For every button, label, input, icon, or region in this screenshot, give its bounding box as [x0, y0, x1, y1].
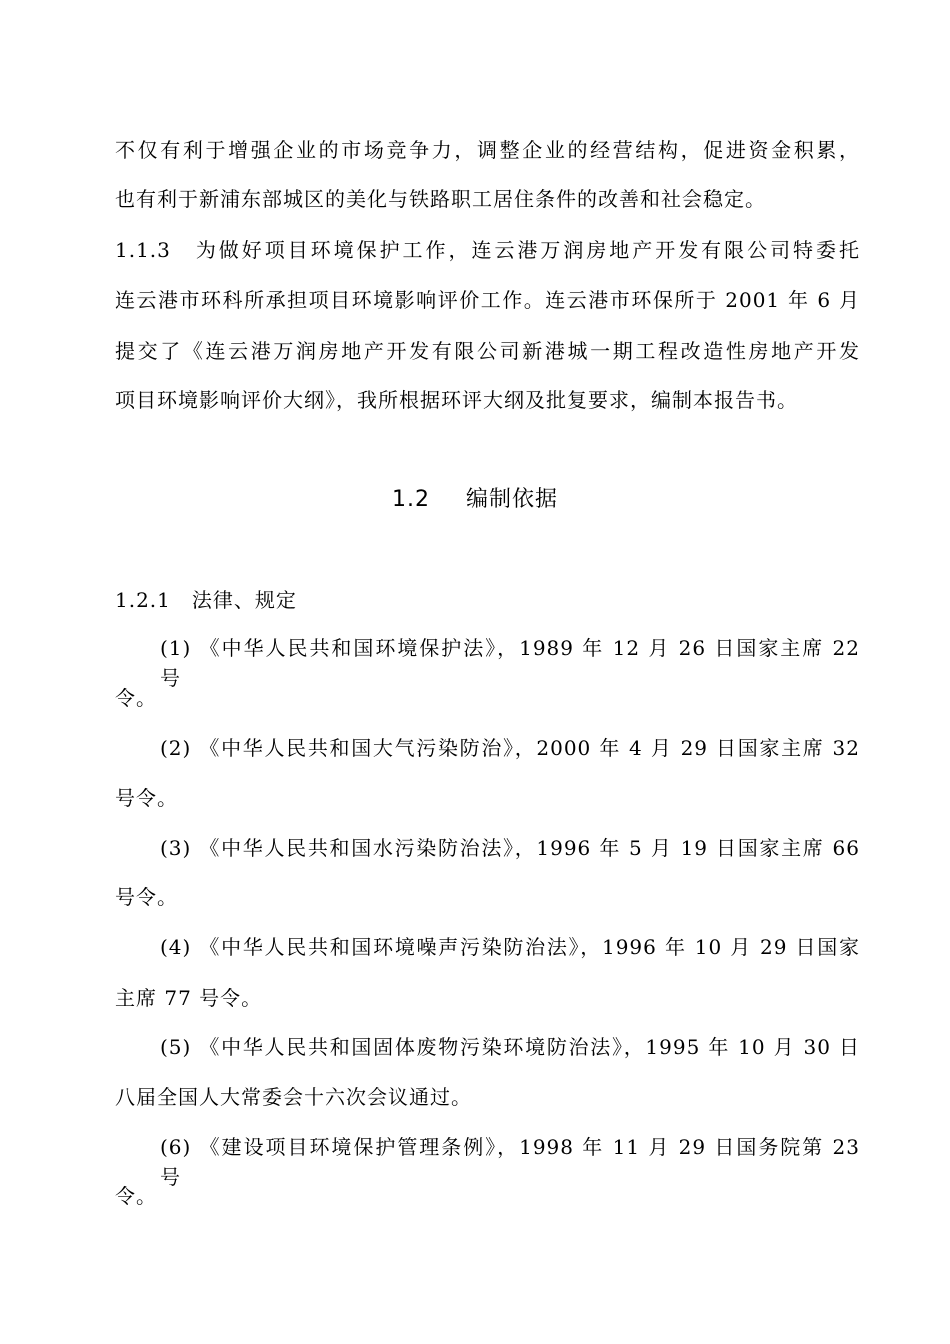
- list-item-4-line-1: (4) 《中华人民共和国环境噪声污染防治法》，1996 年 10 月 29 日国家: [160, 935, 860, 959]
- list-item-1-line-1: (1) 《中华人民共和国环境保护法》，1989 年 12 月 26 日国家主席 22 号: [160, 636, 860, 690]
- subsection-label: 1.2.1 法律、规定: [115, 588, 297, 612]
- paragraph-1-1-3-line-1: 1.1.3 为做好项目环境保护工作，连云港万润房地产开发有限公司特委托: [115, 238, 860, 262]
- section-title: 编制依据: [465, 487, 558, 512]
- paragraph-1-1-3-line-3: 提交了《连云港万润房地产开发有限公司新港城一期工程改造性房地产开发: [115, 339, 860, 363]
- list-item-5-line-2: 八届全国人大常委会十六次会议通过。: [115, 1085, 472, 1109]
- list-item-1-line-2: 令。: [115, 686, 157, 710]
- list-item-2-line-1: (2) 《中华人民共和国大气污染防治》，2000 年 4 月 29 日国家主席 32: [160, 736, 860, 760]
- intro-line-2: 也有利于新浦东部城区的美化与铁路职工居住条件的改善和社会稳定。: [115, 187, 766, 211]
- section-heading: [0, 484, 950, 516]
- paragraph-1-1-3-line-4: 项目环境影响评价大纲》，我所根据环评大纲及批复要求，编制本报告书。: [115, 388, 798, 412]
- list-item-2-line-2: 号令。: [115, 786, 178, 810]
- intro-line-1: 不仅有利于增强企业的市场竞争力，调整企业的经营结构，促进资金积累，: [115, 138, 860, 162]
- paragraph-1-1-3-line-2: 连云港市环科所承担项目环境影响评价工作。连云港市环保所于 2001 年 6 月: [115, 288, 860, 312]
- list-item-3-line-2: 号令。: [115, 885, 178, 909]
- list-item-5-line-1: (5) 《中华人民共和国固体废物污染环境防治法》，1995 年 10 月 30 日: [160, 1035, 860, 1059]
- list-item-6-line-1: (6) 《建设项目环境保护管理条例》，1998 年 11 月 29 日国务院第 23 号: [160, 1135, 860, 1189]
- section-number: 1.2: [391, 487, 430, 512]
- list-item-4-line-2: 主席 77 号令。: [115, 986, 263, 1010]
- list-item-6-line-2: 令。: [115, 1184, 157, 1208]
- list-item-3-line-1: (3) 《中华人民共和国水污染防治法》，1996 年 5 月 19 日国家主席 66: [160, 836, 860, 860]
